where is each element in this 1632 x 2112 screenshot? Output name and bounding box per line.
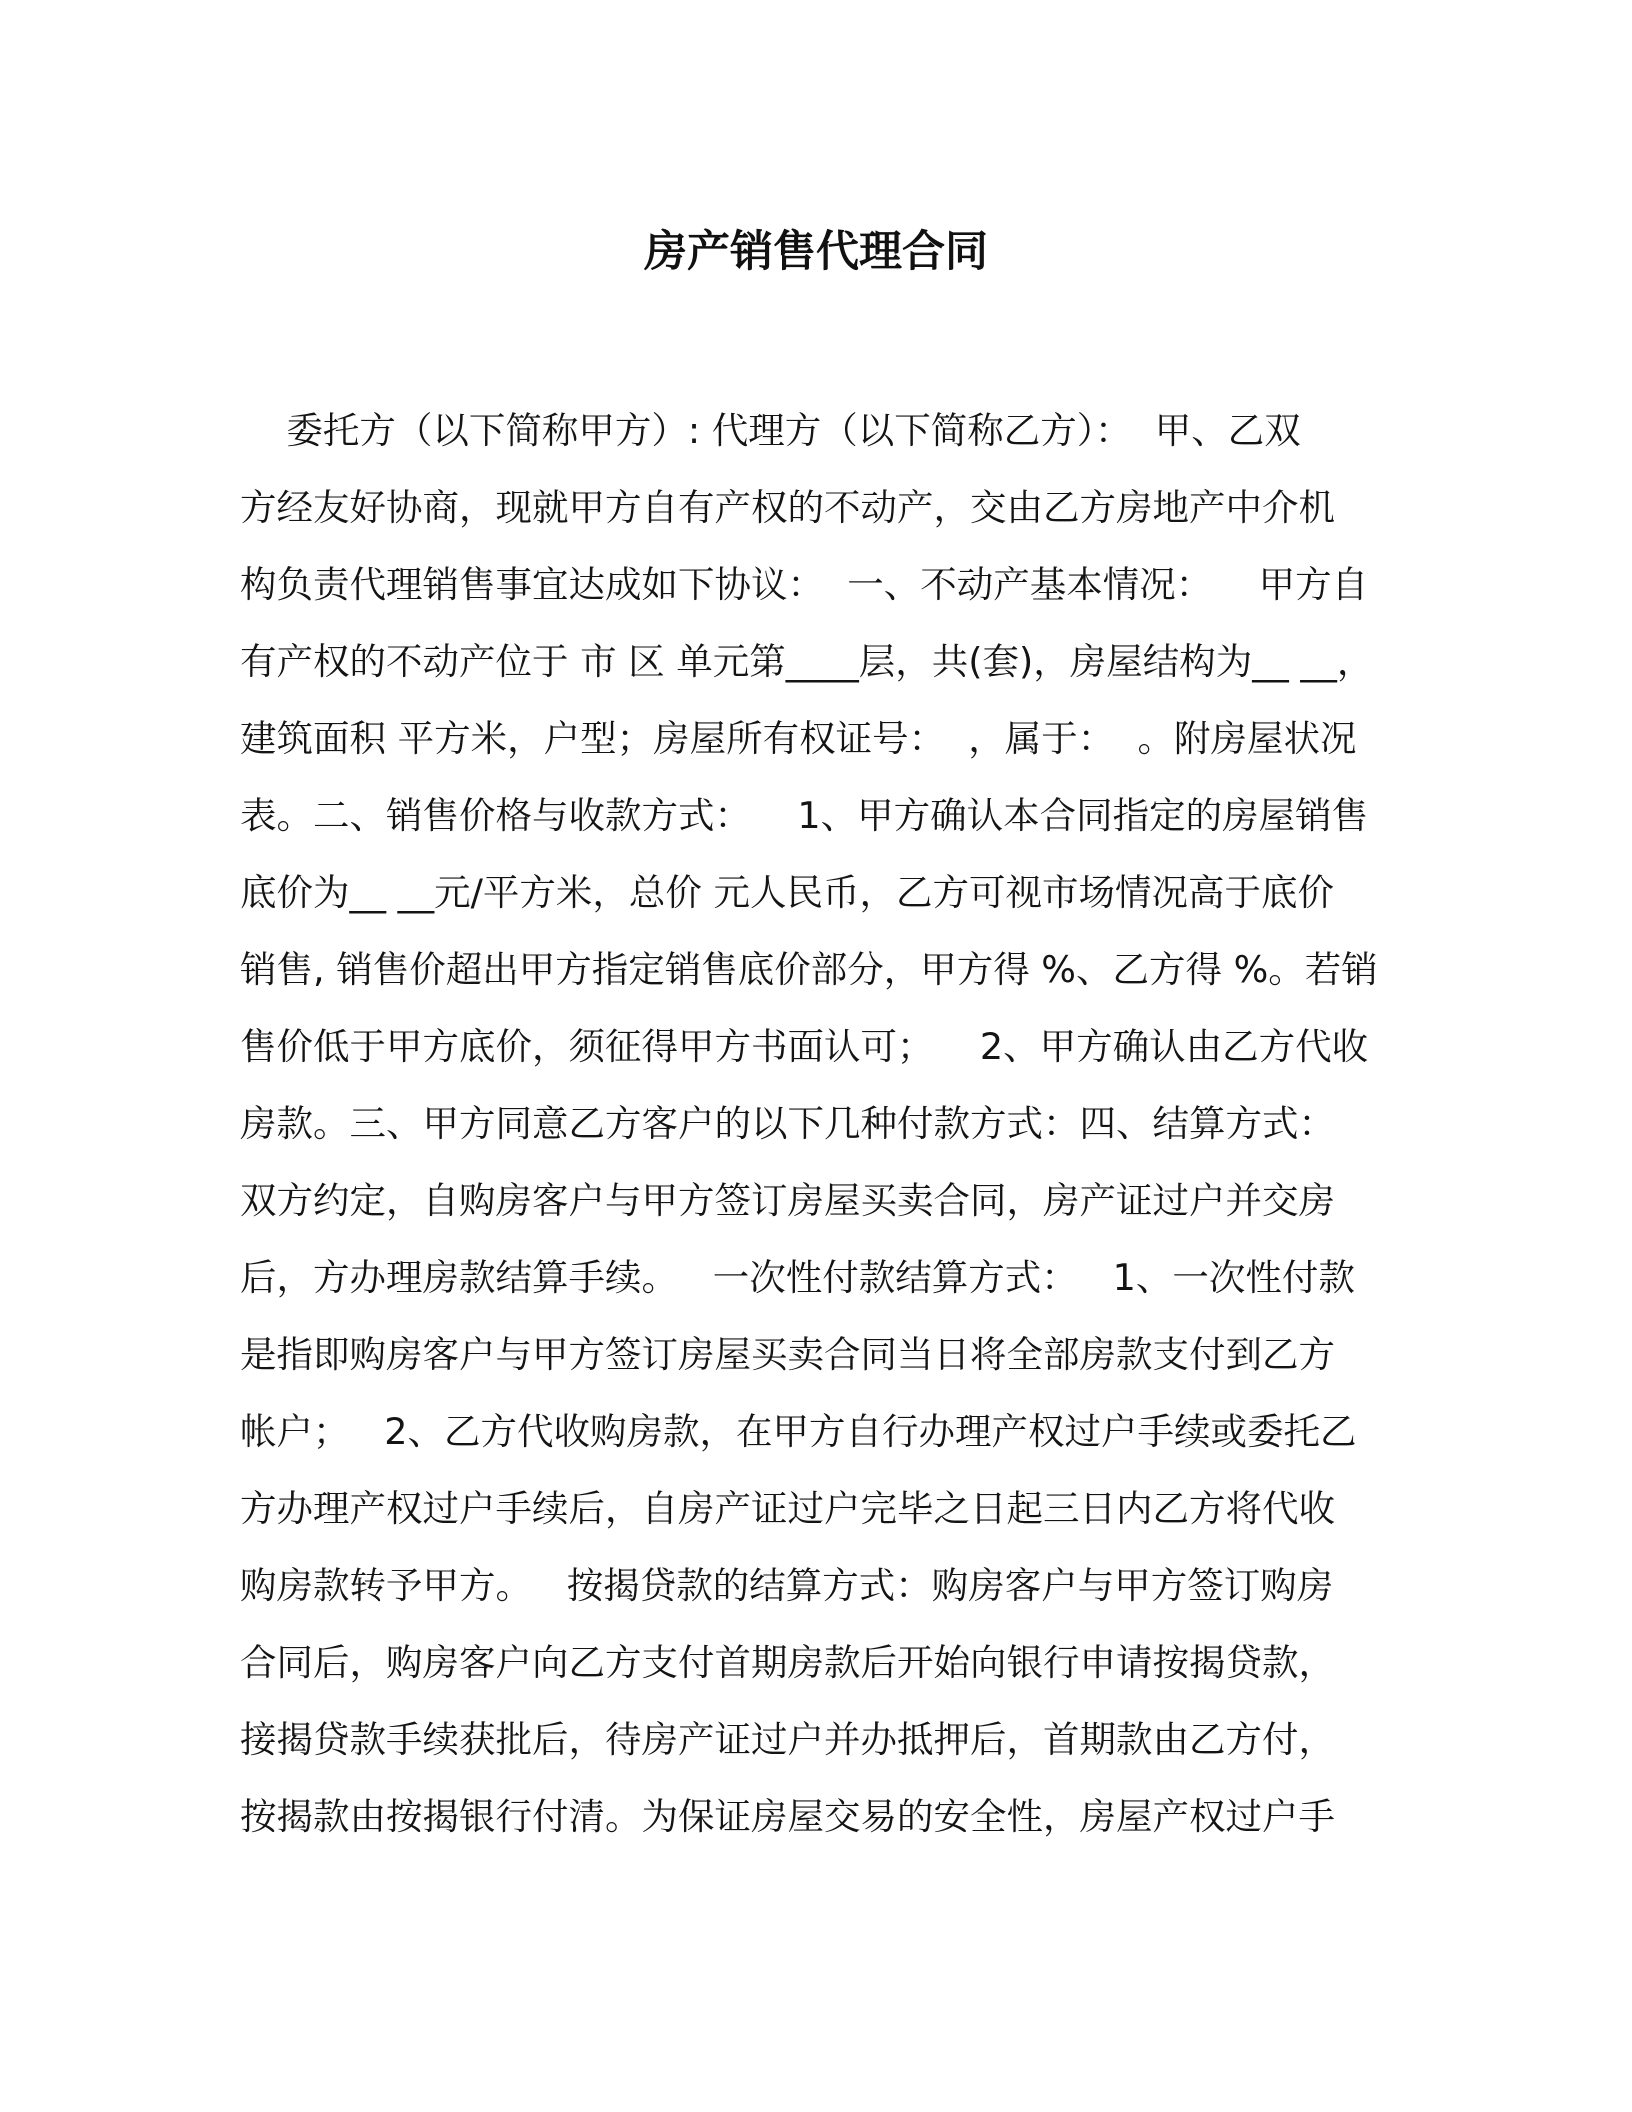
body-line: 委托方（以下简称甲方）: 代理方（以下简称乙方）： 甲、乙双 — [240, 409, 1301, 452]
body-line: 帐户； 2、乙方代收购房款，在甲方自行办理产权过户手续或委托乙 — [240, 1410, 1357, 1453]
body-line: 接揭贷款手续获批后，待房产证过户并办抵押后，首期款由乙方付， — [240, 1718, 1335, 1761]
body-line: 按揭款由按揭银行付清。为保证房屋交易的安全性，房屋产权过户手 — [240, 1795, 1335, 1838]
body-line: 双方约定，自购房客户与甲方签订房屋买卖合同，房产证过户并交房 — [240, 1179, 1335, 1222]
body-line: 底价为__ __元/平方米，总价 元人民币，乙方可视市场情况高于底价 — [240, 871, 1335, 914]
body-line: 房款。三、甲方同意乙方客户的以下几种付款方式：四、结算方式： — [240, 1102, 1335, 1145]
body-line: 购房款转予甲方。 按揭贷款的结算方式：购房客户与甲方签订购房 — [240, 1564, 1334, 1607]
body-line: 建筑面积 平方米，户型；房屋所有权证号： ，属于： 。附房屋状况 — [240, 717, 1357, 760]
body-line: 销售, 销售价超出甲方指定销售底价部分，甲方得 %、乙方得 %。若销 — [240, 948, 1378, 991]
body-line: 后，方办理房款结算手续。 一次性付款结算方式： 1、一次性付款 — [240, 1256, 1355, 1299]
body-line: 构负责代理销售事宜达成如下协议： 一、不动产基本情况： 甲方自 — [240, 563, 1369, 606]
body-line: 合同后，购房客户向乙方支付首期房款后开始向银行申请按揭贷款， — [240, 1641, 1335, 1684]
document-title: 房产销售代理合同 — [644, 227, 988, 277]
body-line: 售价低于甲方底价，须征得甲方书面认可； 2、甲方确认由乙方代收 — [240, 1025, 1369, 1068]
body-line: 方办理产权过户手续后，自房产证过户完毕之日起三日内乙方将代收 — [240, 1487, 1335, 1530]
body-line: 是指即购房客户与甲方签订房屋买卖合同当日将全部房款支付到乙方 — [240, 1333, 1335, 1376]
body-line: 方经友好协商，现就甲方自有产权的不动产，交由乙方房地产中介机 — [240, 486, 1335, 529]
body-line: 表。二、销售价格与收款方式： 1、甲方确认本合同指定的房屋销售 — [240, 794, 1369, 837]
body-line: 有产权的不动产位于 市 区 单元第____层，共(套)，房屋结构为__ __， — [240, 640, 1374, 683]
document-body — [240, 392, 1390, 1855]
